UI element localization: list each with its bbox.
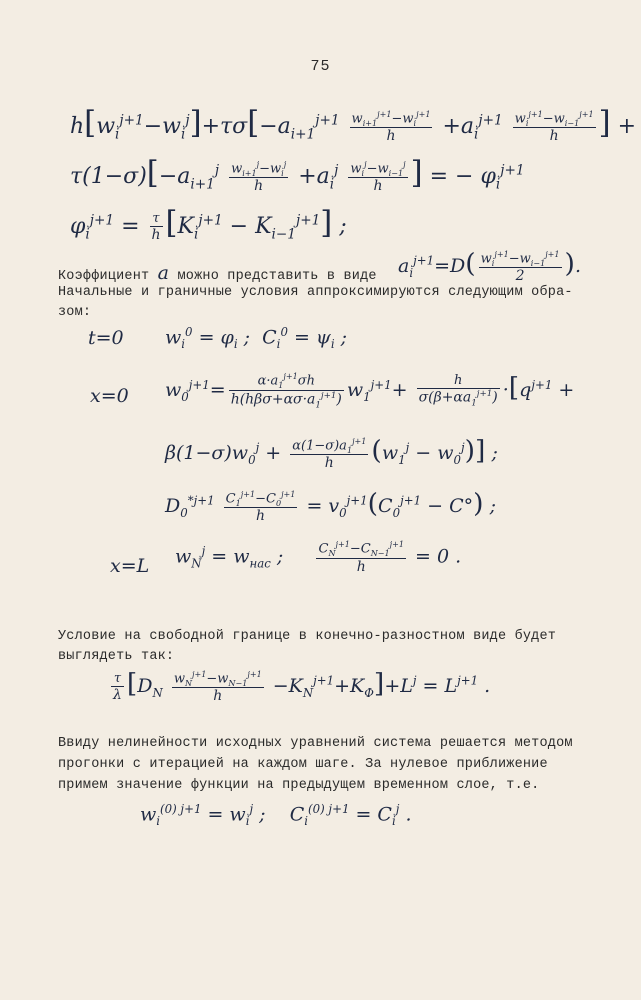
x0-label: x=0 xyxy=(90,385,129,407)
coef-text-start: Коэффициент xyxy=(58,269,150,284)
x0-equation-3: $D_0^{*j+1}$ $\frac{C_1^{j+1}-C_0^{j+1}}{h}$ = $v_0^{j+1}(C_0^{j+1} - C^\circ)$ ; xyxy=(165,488,496,525)
xL-equation: $w_N^j = w_{нас}$ ; $\frac{C_N^{j+1}-C_{N-1}^{j+1}}{h}$ = 0 . xyxy=(175,540,462,575)
equation-1-rendered: $h[w_i^{j+1}-w_i^j]+\tau\sigma[-a_{i+1}^{j+1}$ $\frac{w_{i+1}^{j+1}-w_i^{j+1}}{h}$ $+a_i^{j+1}$ $\frac{w_i^{j+1}-w_{i-1}^{j+1}}{h}$ ] + xyxy=(70,105,637,145)
t0-equation: $w_i^0 = \varphi_i$ ; $C_i^0 = \psi_i$ ; xyxy=(165,325,348,352)
x0-equation-1: $w_0^{j+1}=$ $\frac{\alpha\cdot a_1^{j+1}\sigma h}{h(h\beta\sigma+\alpha\sigma\cdot a_1^{j+1})}$ $w_1^{j+1}+$ $\frac{h}{\sigma(\beta+\alpha a_1^{j+1})}$ $\cdot[q^{j+1}$ + xyxy=(165,372,575,411)
final-line-3: примем значение функции на предыдущем временном слое, т.е. xyxy=(58,778,540,793)
x0-equation-2: $\beta(1-\sigma)w_0^j$ + $\frac{\alpha(1-\sigma)a_1^{j+1}}{h}$ $(w_1^j - w_0^j)$] ; xyxy=(165,435,498,472)
page-number: 75 xyxy=(310,58,331,75)
equation-3 xyxy=(70,205,347,243)
coef-text-mid: можно представить в виде xyxy=(177,269,377,284)
equation-2-rendered: $\tau(1-\sigma)[-a_{i+1}^j$ $\frac{w_{i+1}^j-w_i^j}{h}$ $+a_i^j$ $\frac{w_i^j-w_{i-1}^j}{h}$ ] = − $\varphi_i^{j+1}$ xyxy=(70,155,525,195)
final-equation: $w_i^{(0) j+1} = w_i^j$ ; $C_i^{(0) j+1} = C_i^j$ . xyxy=(140,802,412,829)
init-line-1: Начальные и граничные условия аппроксимируются следующим обра- xyxy=(58,285,573,300)
free-boundary-equation: $\frac{\tau}{\lambda}$ [$D_N$ $\frac{w_N^{j+1}-w_{N-1}^{j+1}}{h}$ $-K_N^{j+1}+K_\Phi]+L^j = L^{j+1}$ . xyxy=(113,668,491,705)
final-line-1: Ввиду нелинейности исходных уравнений система решается методом xyxy=(58,736,573,751)
free-line-2: выглядеть так: xyxy=(58,649,175,664)
final-line-2: прогонки с итерацией на каждом шаге. За нулевое приближение xyxy=(58,757,548,772)
xL-label: x=L xyxy=(110,555,150,577)
t0-label: t=0 xyxy=(88,327,124,349)
equation-3-rendered: $\varphi_i^{j+1}$ = $\frac{\tau}{h}$ $[K_i^{j+1} - K_{i-1}^{j+1}]$ ; xyxy=(70,205,347,243)
init-line-2: зом: xyxy=(58,305,92,320)
coef-symbol: a xyxy=(157,262,170,284)
coef-formula: $a_i^{j+1}=D$( $\frac{w_i^{j+1}-w_{i-1}^{j+1}}{2}$ ). xyxy=(398,248,581,285)
equation-2 xyxy=(70,155,525,194)
equation-1 xyxy=(70,105,636,144)
free-line-1: Условие на свободной границе в конечно-разностном виде будет xyxy=(58,629,557,644)
